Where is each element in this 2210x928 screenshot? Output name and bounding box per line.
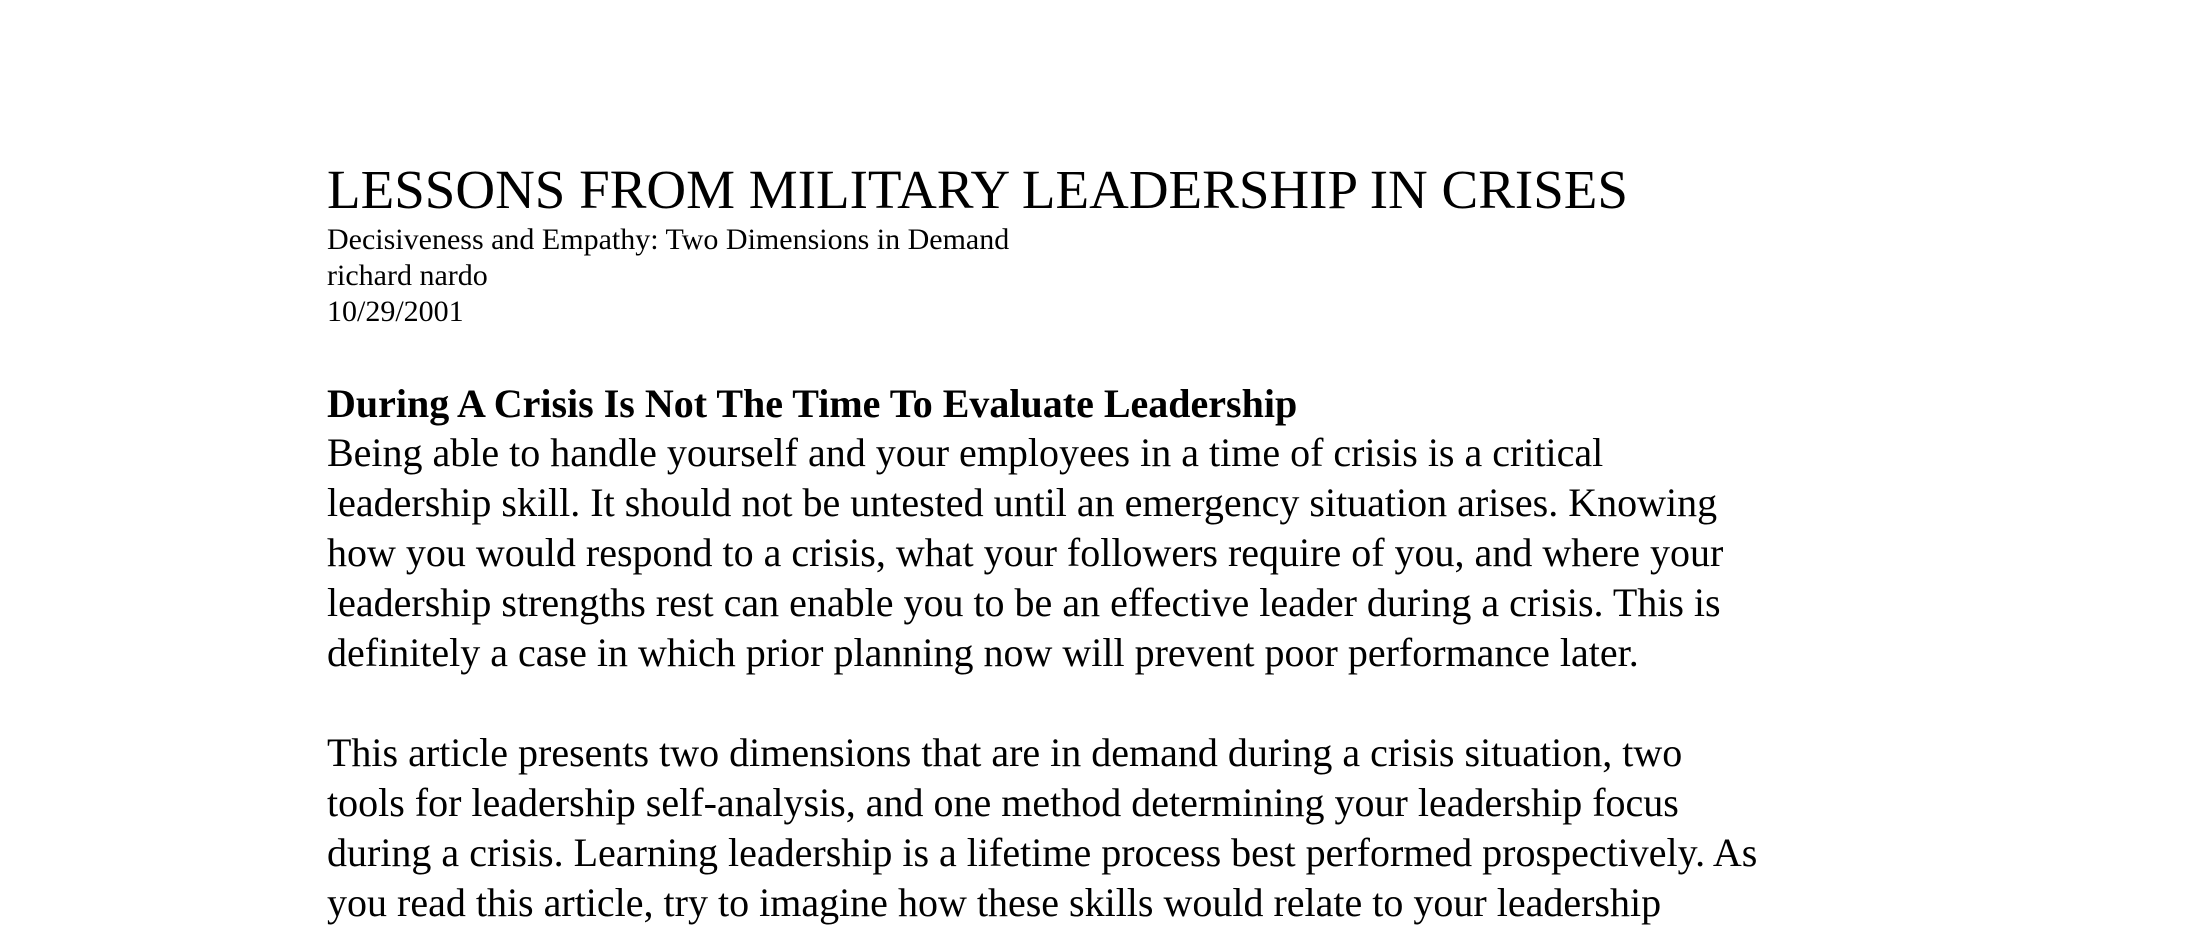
- paragraph-line: This article presents two dimensions that are in demand during a crisis situation, two: [327, 730, 1683, 775]
- paragraph-line: you read this article, try to imagine how these skills would relate to your leadership: [327, 880, 1662, 925]
- document-subtitle: Decisiveness and Empathy: Two Dimensions in Demand: [327, 223, 1010, 256]
- document-author: richard nardo: [327, 259, 488, 292]
- paragraph-line: definitely a case in which prior planning now will prevent poor performance later.: [327, 630, 1639, 675]
- paragraph-1: [327, 428, 1977, 678]
- document-title: LESSONS FROM MILITARY LEADERSHIP IN CRISES: [327, 159, 1628, 220]
- paragraph-line: during a crisis. Learning leadership is a lifetime process best performed prospectively. As: [327, 830, 1758, 875]
- paragraph-line: Being able to handle yourself and your employees in a time of crisis is a critical: [327, 430, 1604, 475]
- document-date: 10/29/2001: [327, 295, 464, 328]
- paragraph-line: leadership strengths rest can enable you to be an effective leader during a crisis. This is: [327, 580, 1721, 625]
- paragraph-line: tools for leadership self-analysis, and one method determining your leadership focus: [327, 780, 1679, 825]
- paragraph-line: leadership skill. It should not be untested until an emergency situation arises. Knowing: [327, 480, 1718, 525]
- paragraph-2: [327, 728, 1977, 928]
- paragraph-line: how you would respond to a crisis, what your followers require of you, and where your: [327, 530, 1724, 575]
- section-heading: During A Crisis Is Not The Time To Evaluate Leadership: [327, 381, 1298, 426]
- document-content: [327, 158, 1977, 928]
